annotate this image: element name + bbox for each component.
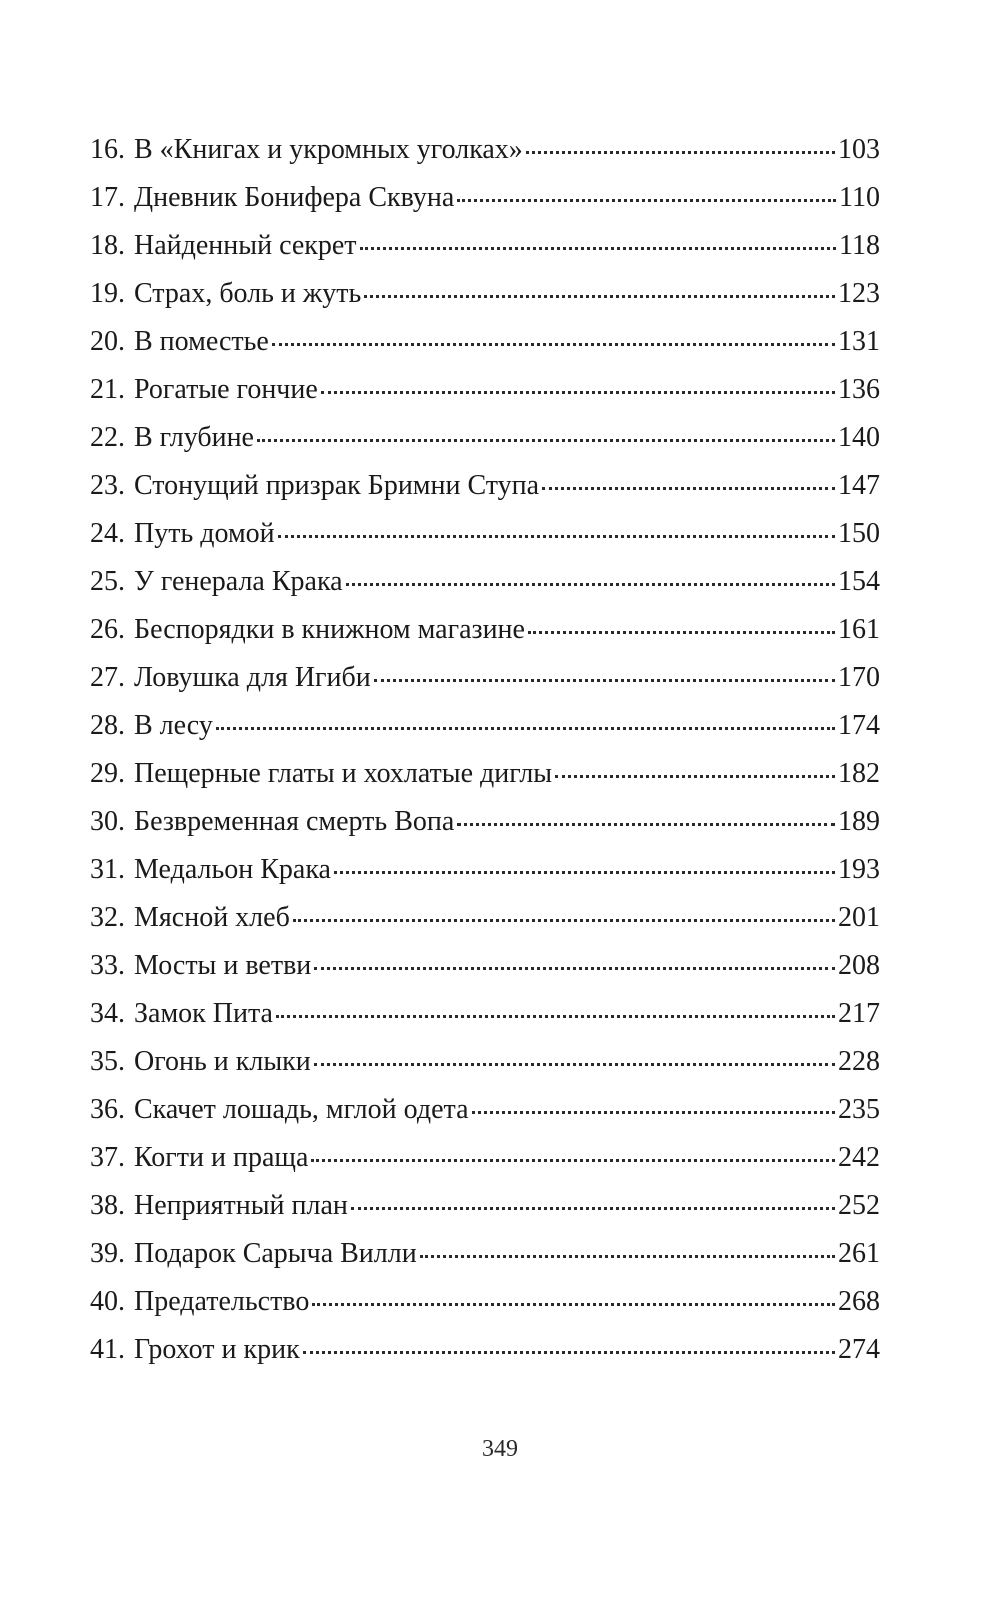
- chapter-page: 154: [838, 566, 880, 597]
- chapter-number: 25.: [90, 566, 125, 597]
- chapter-page: 208: [838, 950, 880, 981]
- toc-entry: [90, 1086, 880, 1134]
- chapter-page: 268: [838, 1286, 880, 1317]
- chapter-number: 18.: [90, 230, 125, 261]
- chapter-number: 33.: [90, 950, 125, 981]
- chapter-page: 131: [838, 326, 880, 357]
- chapter-page: 174: [838, 710, 880, 741]
- dot-leader: [364, 295, 835, 298]
- chapter-number: 27.: [90, 662, 125, 693]
- dot-leader: [374, 679, 835, 682]
- chapter-number: 21.: [90, 374, 125, 405]
- page-number: 349: [482, 1436, 518, 1462]
- toc-entry: [90, 1230, 880, 1278]
- toc-entry: [90, 942, 880, 990]
- chapter-title: В «Книгах и укромных уголках»: [134, 134, 523, 165]
- chapter-title: Предательство: [134, 1286, 310, 1317]
- chapter-number: 29.: [90, 758, 125, 789]
- dot-leader: [321, 391, 835, 394]
- dot-leader: [314, 1063, 835, 1066]
- chapter-page: 242: [838, 1142, 880, 1173]
- chapter-title: Мясной хлеб: [134, 902, 290, 933]
- toc-entry: [90, 1038, 880, 1086]
- chapter-title: Рогатые гончие: [134, 374, 318, 405]
- chapter-title: Грохот и крик: [134, 1334, 300, 1365]
- chapter-number: 32.: [90, 902, 125, 933]
- chapter-number: 30.: [90, 806, 125, 837]
- chapter-number: 22.: [90, 422, 125, 453]
- chapter-title: Пещерные глаты и хохлатые диглы: [134, 758, 553, 789]
- toc-entry: [90, 510, 880, 558]
- dot-leader: [312, 1303, 835, 1306]
- chapter-title: Безвременная смерть Вопа: [134, 806, 455, 837]
- chapter-page: 150: [838, 518, 880, 549]
- chapter-title: Путь домой: [134, 518, 275, 549]
- chapter-title: В глубине: [134, 422, 254, 453]
- chapter-number: 16.: [90, 134, 125, 165]
- toc-entry: [90, 702, 880, 750]
- chapter-page: 147: [838, 470, 880, 501]
- chapter-page: 123: [838, 278, 880, 309]
- dot-leader: [314, 967, 835, 970]
- toc-entry: [90, 462, 880, 510]
- toc-entry: [90, 894, 880, 942]
- chapter-page: 110: [839, 182, 880, 213]
- chapter-page: 217: [838, 998, 880, 1029]
- chapter-page: 140: [838, 422, 880, 453]
- dot-leader: [457, 199, 836, 202]
- chapter-page: 193: [838, 854, 880, 885]
- chapter-page: 182: [838, 758, 880, 789]
- chapter-title: Подарок Сарыча Вилли: [134, 1238, 417, 1269]
- toc-entry: [90, 1326, 880, 1374]
- chapter-title: Медальон Крака: [134, 854, 331, 885]
- chapter-page: 201: [838, 902, 880, 933]
- chapter-title: Замок Пита: [134, 998, 273, 1029]
- toc-entry: [90, 654, 880, 702]
- toc-entry: [90, 222, 880, 270]
- chapter-page: 228: [838, 1046, 880, 1077]
- dot-leader: [278, 535, 835, 538]
- dot-leader: [276, 1015, 835, 1018]
- chapter-number: 41.: [90, 1334, 125, 1365]
- chapter-title: Скачет лошадь, мглой одета: [134, 1094, 469, 1125]
- dot-leader: [528, 631, 835, 634]
- dot-leader: [303, 1351, 835, 1354]
- chapter-page: 170: [838, 662, 880, 693]
- dot-leader: [526, 151, 835, 154]
- dot-leader: [542, 487, 835, 490]
- chapter-title: Беспорядки в книжном магазине: [134, 614, 525, 645]
- chapter-number: 34.: [90, 998, 125, 1029]
- chapter-page: 103: [838, 134, 880, 165]
- chapter-number: 28.: [90, 710, 125, 741]
- toc-entry: [90, 606, 880, 654]
- toc-entry: [90, 318, 880, 366]
- chapter-number: 38.: [90, 1190, 125, 1221]
- toc-entry: [90, 750, 880, 798]
- chapter-page: 161: [838, 614, 880, 645]
- toc-entry: [90, 990, 880, 1038]
- chapter-number: 37.: [90, 1142, 125, 1173]
- chapter-title: В лесу: [134, 710, 213, 741]
- chapter-number: 40.: [90, 1286, 125, 1317]
- dot-leader: [334, 871, 835, 874]
- chapter-title: Неприятный план: [134, 1190, 348, 1221]
- chapter-title: Ловушка для Игиби: [134, 662, 371, 693]
- toc-entry: [90, 846, 880, 894]
- chapter-number: 36.: [90, 1094, 125, 1125]
- chapter-title: Огонь и клыки: [134, 1046, 311, 1077]
- chapter-title: У генерала Крака: [134, 566, 343, 597]
- chapter-number: 17.: [90, 182, 125, 213]
- chapter-title: В поместье: [134, 326, 269, 357]
- dot-leader: [360, 247, 836, 250]
- dot-leader: [257, 439, 835, 442]
- chapter-title: Страх, боль и жуть: [134, 278, 362, 309]
- toc-entry: [90, 126, 880, 174]
- chapter-page: 136: [838, 374, 880, 405]
- dot-leader: [346, 583, 835, 586]
- dot-leader: [293, 919, 835, 922]
- chapter-page: 118: [839, 230, 880, 261]
- toc-entry: [90, 270, 880, 318]
- dot-leader: [472, 1111, 836, 1114]
- chapter-title: Мосты и ветви: [134, 950, 312, 981]
- chapter-page: 274: [838, 1334, 880, 1365]
- dot-leader: [420, 1255, 835, 1258]
- chapter-number: 35.: [90, 1046, 125, 1077]
- chapter-title: Когти и праща: [134, 1142, 309, 1173]
- toc-entry: [90, 174, 880, 222]
- dot-leader: [272, 343, 835, 346]
- chapter-title: Найденный секрет: [134, 230, 357, 261]
- dot-leader: [216, 727, 835, 730]
- chapter-number: 23.: [90, 470, 125, 501]
- chapter-number: 26.: [90, 614, 125, 645]
- dot-leader: [555, 775, 835, 778]
- toc-entry: [90, 414, 880, 462]
- toc-entry: [90, 1182, 880, 1230]
- chapter-page: 189: [838, 806, 880, 837]
- dot-leader: [311, 1159, 835, 1162]
- dot-leader: [457, 823, 835, 826]
- chapter-number: 20.: [90, 326, 125, 357]
- chapter-number: 19.: [90, 278, 125, 309]
- chapter-page: 252: [838, 1190, 880, 1221]
- toc-entry: [90, 1134, 880, 1182]
- dot-leader: [351, 1207, 835, 1210]
- toc-entry: [90, 798, 880, 846]
- chapter-number: 39.: [90, 1238, 125, 1269]
- chapter-title: Стонущий призрак Бримни Ступа: [134, 470, 540, 501]
- toc-entry: [90, 366, 880, 414]
- toc-entry: [90, 558, 880, 606]
- table-of-contents: [90, 126, 880, 1374]
- chapter-number: 31.: [90, 854, 125, 885]
- toc-entry: [90, 1278, 880, 1326]
- chapter-title: Дневник Бонифера Сквуна: [134, 182, 455, 213]
- chapter-number: 24.: [90, 518, 125, 549]
- chapter-page: 235: [838, 1094, 880, 1125]
- chapter-page: 261: [838, 1238, 880, 1269]
